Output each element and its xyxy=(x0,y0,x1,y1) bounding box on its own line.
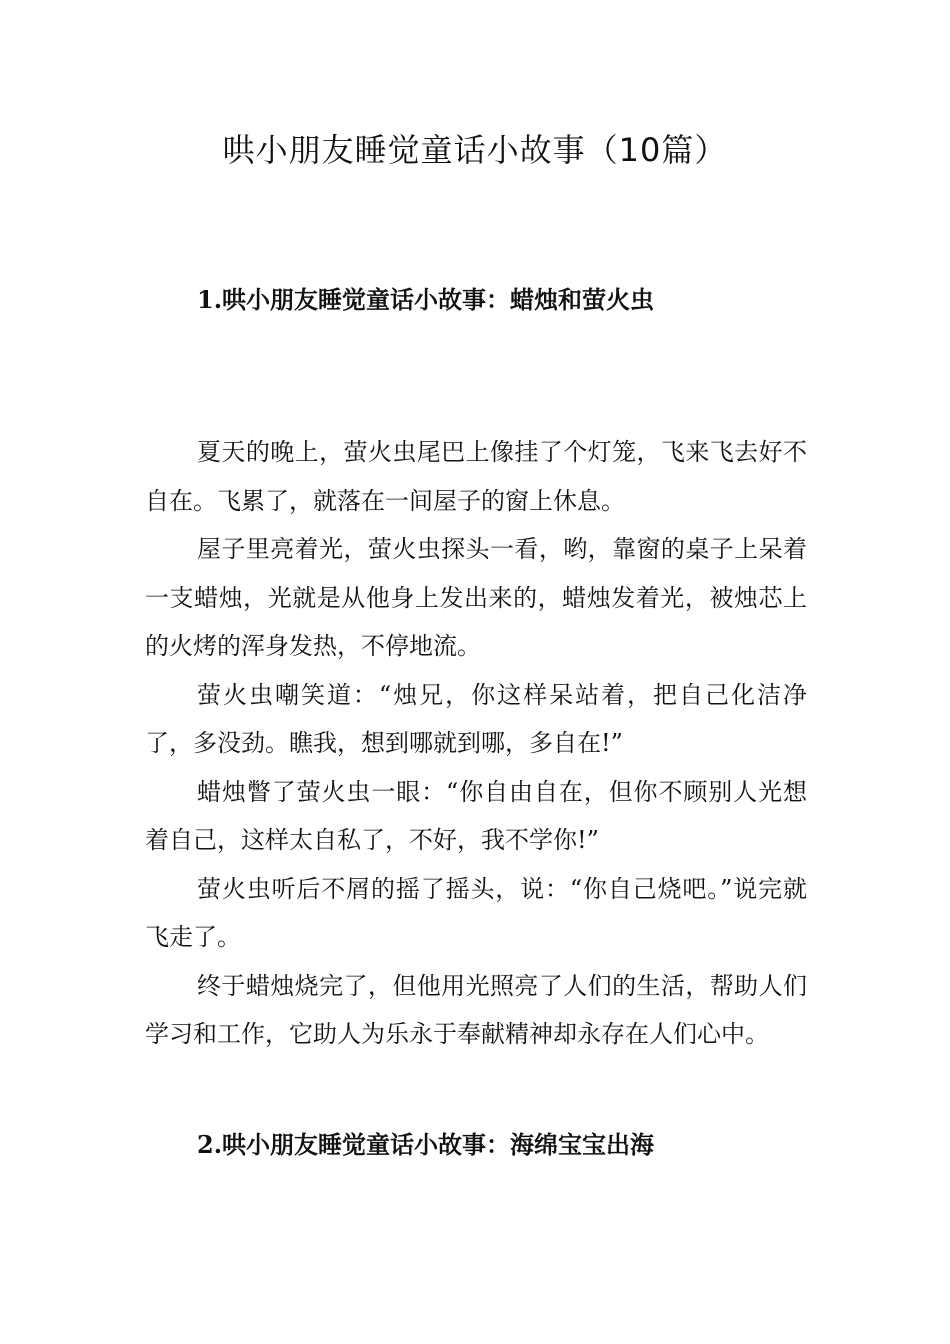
story-1-body xyxy=(145,428,807,1059)
paragraph: 屋子里亮着光，萤火虫探头一看，哟，靠窗的桌子上呆着一支蜡烛，光就是从他身上发出来的，蜡烛发着光，被烛芯上的火烤的浑身发热，不停地流。 xyxy=(145,535,807,660)
paragraph: 萤火虫嘲笑道：“烛兄，你这样呆站着，把自己化洁净了，多没劲。瞧我，想到哪就到哪，多自在!” xyxy=(145,680,807,757)
document-title: 哄小朋友睡觉童话小故事（10篇） xyxy=(222,131,728,169)
paragraph: 终于蜡烛烧完了，但他用光照亮了人们的生活，帮助人们学习和工作，它助人为乐永于奉献精神却永存在人们心中。 xyxy=(145,971,807,1048)
paragraph: 夏天的晚上，萤火虫尾巴上像挂了个灯笼，飞来飞去好不自在。飞累了，就落在一间屋子的窗上休息。 xyxy=(145,438,807,515)
story-heading-1: 1.哄小朋友睡觉童话小故事：蜡烛和萤火虫 xyxy=(197,285,655,314)
paragraph: 蜡烛瞥了萤火虫一眼：“你自由自在，但你不顾别人光想着自己，这样太自私了，不好，我不学你!” xyxy=(145,777,807,854)
paragraph: 萤火虫听后不屑的摇了摇头，说：“你自己烧吧。”说完就飞走了。 xyxy=(145,874,807,951)
story-heading-2: 2.哄小朋友睡觉童话小故事：海绵宝宝出海 xyxy=(197,1130,655,1159)
